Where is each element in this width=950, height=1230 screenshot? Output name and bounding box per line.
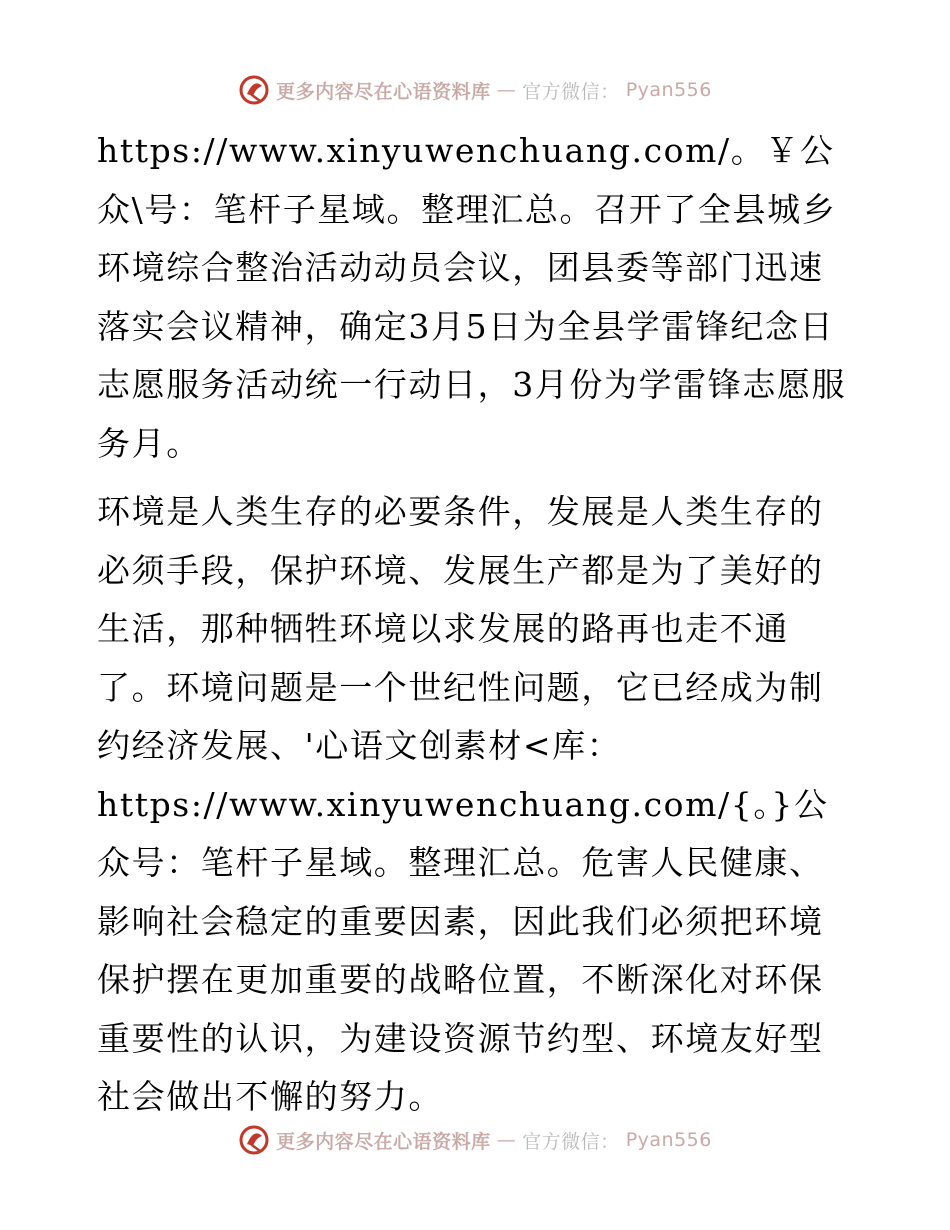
header-banner-wechat-id: Pyan556 xyxy=(625,79,712,101)
footer-banner-sub: 官方微信： xyxy=(522,1130,620,1153)
paragraph-1: https://www.xinyuwenchuang.com/。￥公众\号：笔杆子星域。整理汇总。召开了全县城乡环境综合整治活动动员会议，团县委等部门迅速落实会议精神，确定3月5日为全县学雷锋纪念日志愿服务活动统一行动日，3月份为学雷锋志愿服务月。 xyxy=(97,131,847,463)
brand-logo-icon xyxy=(238,74,270,106)
brand-logo-icon xyxy=(238,1124,270,1156)
header-banner-main: 更多内容尽在心语资料库 xyxy=(276,80,491,103)
footer-banner-dash: — xyxy=(496,1129,517,1151)
paragraph-2: 环境是人类生存的必要条件，发展是人类生存的必须手段，保护环境、发展生产都是为了美好的生活，那种牺牲环境以求发展的路再也走不通了。环境问题是一个世纪性问题，它已经成为制约经济发展、'心语文创素材<库：https://www.xinyuwenchuang.com/{。}公众号：笔杆子星域。整理汇总。危害人民健康、影响社会稳定的重要因素，因此我们必须把环境保护摆在更加重要的战略位置，不断深化对环保重要性的认识，为建设资源节约型、环境友好型社会做出不懈的努力。 xyxy=(97,492,829,1116)
header-banner-sub: 官方微信： xyxy=(522,80,620,103)
header-banner xyxy=(0,70,950,110)
footer-banner xyxy=(0,1120,950,1160)
header-banner-dash: — xyxy=(496,79,517,101)
footer-banner-main: 更多内容尽在心语资料库 xyxy=(276,1130,491,1153)
document-body xyxy=(97,122,857,1127)
footer-banner-wechat-id: Pyan556 xyxy=(625,1129,712,1151)
